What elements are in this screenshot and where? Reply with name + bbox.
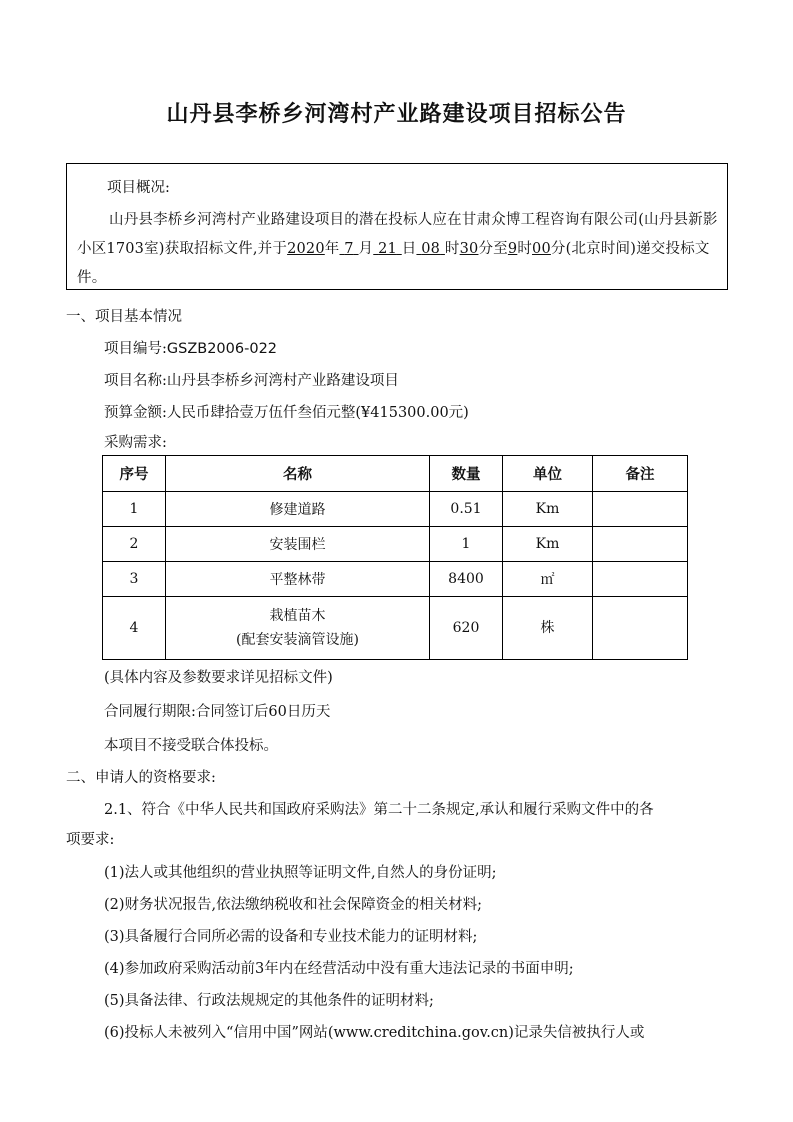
list-item: (4)参加政府采购活动前3年内在经营活动中没有重大违法记录的书面申明; — [104, 961, 574, 977]
cell-no: 2 — [103, 527, 166, 562]
label-year: 年 — [324, 241, 340, 257]
label-hour: 时 — [444, 241, 460, 257]
clause-2-1: 2.1、符合《中华人民共和国政府采购法》第二十二条规定,承认和履行采购文件中的各 — [104, 802, 654, 818]
requirements-label: 采购需求: — [104, 435, 167, 451]
deadline-hour: 08 — [421, 241, 441, 257]
table-row — [103, 527, 688, 562]
cell-note — [593, 492, 688, 527]
cell-no: 4 — [103, 597, 166, 660]
cell-name: 安装围栏 — [166, 527, 430, 562]
cell-name: 平整林带 — [166, 562, 430, 597]
cell-note — [593, 562, 688, 597]
overview-heading: 项目概况: — [107, 180, 170, 196]
list-item: (5)具备法律、行政法规规定的其他条件的证明材料; — [104, 993, 434, 1009]
project-name-line: 项目名称:山丹县李桥乡河湾村产业路建设项目 — [104, 373, 399, 389]
table-header-row — [103, 456, 688, 492]
table-row — [103, 562, 688, 597]
section1-heading: 一、项目基本情况 — [66, 309, 182, 325]
cell-unit: Km — [503, 527, 593, 562]
cell-note — [593, 597, 688, 660]
cell-no: 3 — [103, 562, 166, 597]
overview-text-b: 分(北京时间)递交投标文件。 — [77, 241, 710, 286]
header-note: 备注 — [593, 456, 688, 492]
contract-period: 合同履行期限:合同签订后60日历天 — [104, 704, 331, 720]
consortium-note: 本项目不接受联合体投标。 — [104, 738, 278, 754]
cell-qty: 620 — [430, 597, 503, 660]
cell-name-line1: 栽植苗木 — [269, 608, 326, 624]
list-item: (3)具备履行合同所必需的设备和专业技术能力的证明材料; — [104, 929, 478, 945]
deadline-year: 2020 — [287, 241, 325, 257]
cell-name — [166, 597, 430, 660]
cell-no: 1 — [103, 492, 166, 527]
cell-name-line2: (配套安装滴管设施) — [236, 632, 359, 648]
project-code: GSZB2006-022 — [166, 341, 278, 357]
list-item: (6)投标人未被列入“信用中国”网站(www.creditchina.gov.cn)记录失信被执行人或 — [104, 1025, 645, 1041]
label-mid: 分至 — [478, 241, 508, 257]
deadline-day: 21 — [378, 241, 397, 257]
cell-name: 修建道路 — [166, 492, 430, 527]
table-row — [103, 597, 688, 660]
section2-heading: 二、申请人的资格要求: — [66, 770, 216, 786]
label-month: 月 — [358, 241, 374, 257]
label-day: 日 — [401, 241, 417, 257]
overview-text-a: 山丹县李桥乡河湾村产业路建设项目的潜在投标人应在甘肃众博工程咨询有限公司(山丹县新影小区1703室)获取招标文件,并于 — [77, 212, 718, 257]
header-no: 序号 — [103, 456, 166, 492]
cell-qty: 1 — [430, 527, 503, 562]
header-name: 名称 — [166, 456, 430, 492]
project-code-label: 项目编号: — [104, 341, 167, 357]
deadline-month: 7 — [344, 241, 354, 257]
project-overview-box — [66, 163, 728, 290]
budget-line: 预算金额:人民币肆拾壹万伍仟叁佰元整(¥415300.00元) — [104, 405, 469, 421]
table-footnote: (具体内容及参数要求详见招标文件) — [104, 670, 333, 686]
document-title: 山丹县李桥乡河湾村产业路建设项目招标公告 — [166, 102, 627, 127]
clause-2-1-cont: 项要求: — [66, 832, 115, 848]
project-code-line — [104, 337, 277, 358]
label-hour2: 时 — [517, 241, 533, 257]
cell-unit: ㎡ — [503, 562, 593, 597]
deadline-minute2: 00 — [532, 241, 551, 257]
header-qty: 数量 — [430, 456, 503, 492]
cell-unit: 株 — [503, 597, 593, 660]
deadline-hour2: 9 — [507, 241, 518, 257]
cell-unit: Km — [503, 492, 593, 527]
cell-qty: 0.51 — [430, 492, 503, 527]
table-row — [103, 492, 688, 527]
deadline-minute: 30 — [459, 241, 479, 257]
overview-paragraph — [77, 206, 722, 293]
cell-qty: 8400 — [430, 562, 503, 597]
cell-note — [593, 527, 688, 562]
procurement-table — [102, 455, 688, 660]
header-unit: 单位 — [503, 456, 593, 492]
list-item: (1)法人或其他组织的营业执照等证明文件,自然人的身份证明; — [104, 865, 497, 881]
list-item: (2)财务状况报告,依法缴纳税收和社会保障资金的相关材料; — [104, 897, 483, 913]
